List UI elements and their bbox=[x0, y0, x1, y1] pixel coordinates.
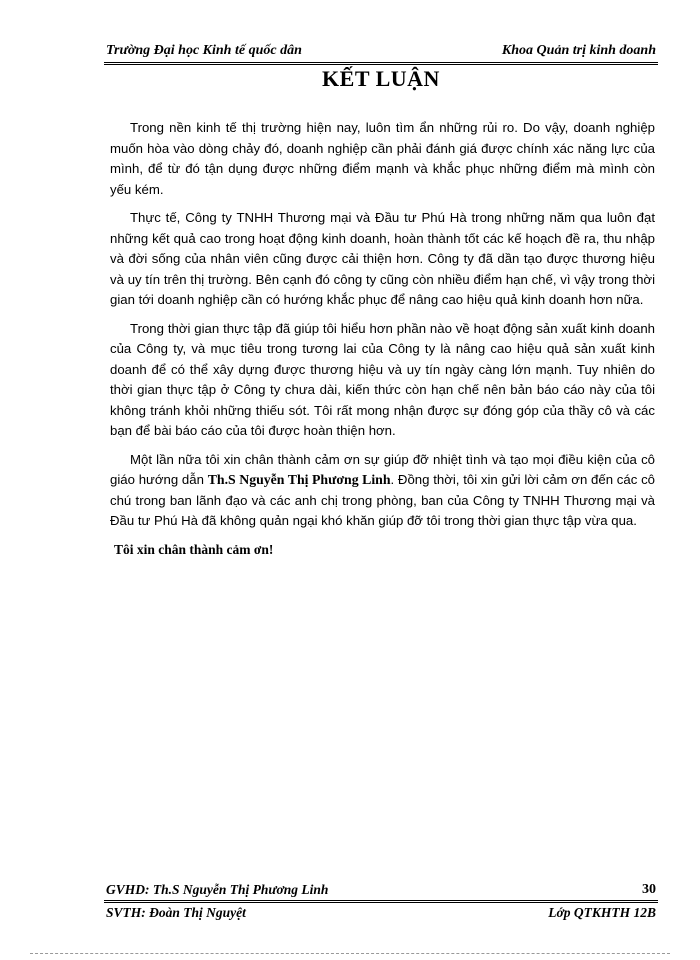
page-title: KẾT LUẬN bbox=[322, 66, 440, 91]
paragraph-1: Trong nền kinh tế thị trường hiện nay, luôn tìm ẩn những rủi ro. Do vậy, doanh nghiệp muốn hòa vào dòng chảy đó, doanh nghiệp cần phải đánh giá được chính xác năng lực của mình, để từ đó tận dụng được những điểm mạnh và khắc phục những điểm mà mình còn yếu kém. bbox=[110, 120, 655, 197]
footer-class: Lớp QTKHTH 12B bbox=[548, 905, 656, 920]
page-bottom-divider bbox=[30, 953, 670, 954]
header-faculty: Khoa Quản trị kinh doanh bbox=[501, 43, 656, 58]
footer-student: SVTH: Đoàn Thị Nguyệt bbox=[106, 905, 246, 920]
page-number: 30 bbox=[642, 882, 656, 897]
thanks-after: . Đồng thời, tôi xin gửi lời cảm ơn đến các cô chú trong ban lãnh đạo và các anh chị trong phòng, ban của Công ty TNHH Thương mại và Đầu tư Phú Hà đã không quản ngại khó khăn giúp đỡ tôi trong thời gian thực tập vừa qua. bbox=[110, 472, 655, 528]
paragraph-4 bbox=[110, 450, 655, 532]
thanks-before: Một lần nữa tôi xin chân thành cảm ơn sự giúp đỡ nhiệt tình và tạo mọi điều kiện của cô giáo hướng dẫn bbox=[110, 451, 655, 487]
closing-line: Tôi xin chân thành cảm ơn! bbox=[114, 541, 274, 557]
paragraph-3: Trong thời gian thực tập đã giúp tôi hiểu hơn phần nào về hoạt động sản xuất kinh doanh của Công ty, và mục tiêu trong tương lai của Công ty là nâng cao hiệu quả sản xuất kinh doanh để có thể xây dựng được thương hiệu và uy tín ngày càng lớn mạnh. Tuy nhiên do thời gian thực tập ở Công ty chưa dài, kiến thức còn hạn chế nên bản báo cáo này của tôi không tránh khỏi những thiếu sót. Tôi rất mong nhận được sự đóng góp của thầy cô và các bạn để bài báo cáo của tôi được hoàn thiện hơn. bbox=[110, 320, 655, 438]
footer-advisor: GVHD: Th.S Nguyễn Thị Phương Linh bbox=[106, 882, 329, 897]
header-university: Trường Đại học Kinh tế quốc dân bbox=[106, 43, 302, 58]
document-body bbox=[110, 118, 655, 568]
page-header bbox=[104, 40, 658, 65]
paragraph-2: Thực tế, Công ty TNHH Thương mại và Đầu tư Phú Hà trong những năm qua luôn đạt những kết quả cao trong hoạt động kinh doanh, hoàn thành tốt các kế hoạch đề ra, thu nhập và đời sống của nhân viên cũng được cải thiện hơn. Công ty đã dần tạo được thương hiệu và uy tín trên thị trường. Bên cạnh đó công ty cũng còn nhiều điểm hạn chế, vì vậy trong thời gian tới doanh nghiệp cần có hướng khắc phục để nâng cao hiệu quả kinh doanh hơn nữa. bbox=[110, 210, 655, 307]
page-footer bbox=[104, 880, 658, 923]
advisor-name: Th.S Nguyễn Thị Phương Linh bbox=[207, 472, 391, 487]
